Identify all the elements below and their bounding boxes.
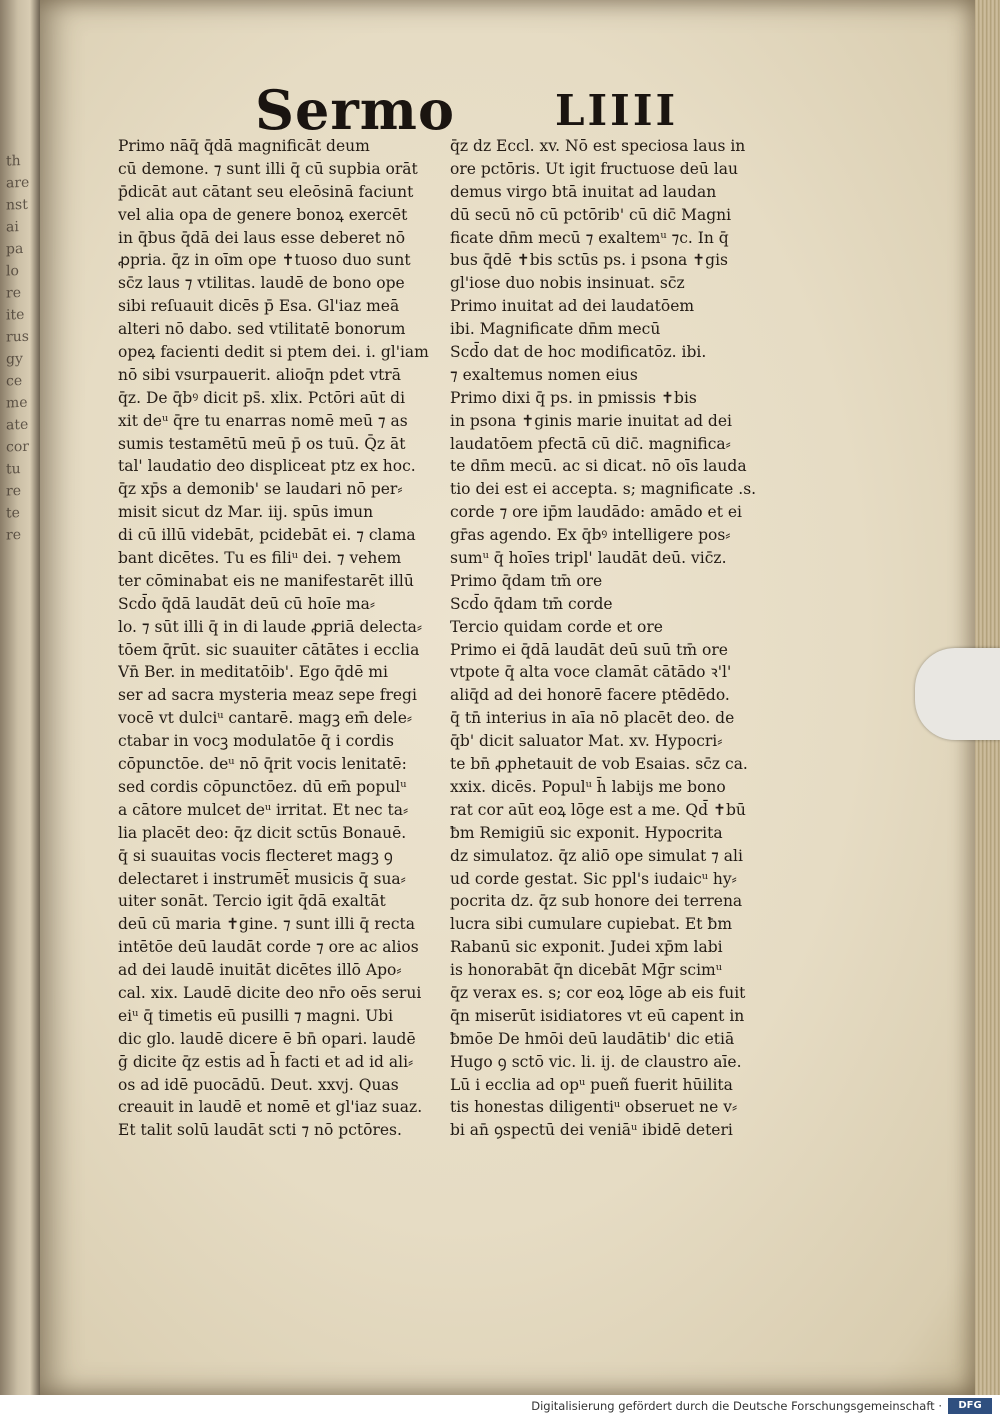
left-column-line: creauit in laudē et nomē et gl'iaz suaz. bbox=[118, 1098, 423, 1117]
left-column-line: Vn̄ Ber. in meditatōib'. Ego q̄dē mi bbox=[118, 663, 388, 682]
right-column-line: ficate dn̄m mecū ⁊ exaltemᵘ ⁊c. In q̄ bbox=[450, 228, 729, 247]
right-column-line: tio dei est ei accepta. s; magnificate .s. bbox=[450, 480, 757, 499]
right-column-line: Scd̄o dat de hoc modificatōz. ibi. bbox=[450, 343, 707, 362]
left-column-line: uiter sonāt. Tercio igit q̄dā exaltāt bbox=[118, 892, 386, 911]
left-column-line: p̄dicāt aut cātant seu eleōsinā faciunt bbox=[118, 182, 414, 201]
right-column-line: ƀmōe De hmōi deū laudātib' dic etiā bbox=[450, 1029, 735, 1048]
right-column-line: Hugo ꝯ sctō vic. li. ij. de claustro aīe. bbox=[450, 1052, 742, 1071]
right-column-line: laudatōem pfectā cū dic̄. magnifica⸗ bbox=[450, 434, 731, 453]
left-column-line: lia placēt deo: q̄z dicit sctūs Bonauē. bbox=[118, 823, 407, 842]
left-column-line: cū demone. ⁊ sunt illi q̄ cū supbia orāt bbox=[118, 159, 418, 178]
right-column-line: Primo q̄dam tm̄ ore bbox=[450, 571, 603, 590]
right-column-line: bi an̄ ꝯspectū dei veniāᵘ ibidē deteri bbox=[450, 1121, 733, 1140]
right-page bbox=[40, 0, 975, 1395]
left-page-edge bbox=[0, 0, 40, 1395]
left-column-line: lo. ⁊ sūt illi q̄ in di laude ꝓpriā delecta⸗ bbox=[118, 617, 423, 636]
right-column-line: rat cor aūt eoꝝ lōge est a me. Qd̄ ✝bū bbox=[450, 800, 746, 819]
right-column-line: demus virgo btā inuitat ad laudan bbox=[450, 182, 717, 201]
folio-number: LIIII bbox=[555, 86, 679, 135]
right-column-line: ƀm Remigiū sic exponit. Hypocrita bbox=[450, 823, 723, 842]
left-column-line: cōpunctōe. deᵘ nō q̄rit vocis lenitatē: bbox=[118, 755, 407, 774]
right-column-line: gr̄as agendo. Ex q̄bꝰ intelligere pos⸗ bbox=[450, 526, 731, 545]
right-column-line: Rabanū sic exponit. Judei xp̄m labi bbox=[450, 938, 723, 957]
footer-bar bbox=[0, 1395, 1000, 1419]
left-column-line: nō sibi vsurpauerit. alioq̄n pdet vtrā bbox=[118, 365, 401, 384]
right-column-line: bus q̄dē ✝bis sctūs ps. i psona ✝gis bbox=[450, 251, 729, 270]
left-column-line: in q̄bus q̄dā dei laus esse deberet nō bbox=[118, 228, 406, 247]
left-column-line: alteri nō dabo. sed vtilitatē bonorum bbox=[118, 320, 406, 339]
left-column-line: vocē vt dulciᵘ cantarē. magꝫ em̄ dele⸗ bbox=[118, 709, 413, 728]
left-column-line: ser ad sacra mysteria meaz sepe fregi bbox=[118, 686, 417, 705]
left-column-line: Et talit solū laudāt scti ⁊ nō pctōres. bbox=[118, 1121, 402, 1140]
right-column-line: in psona ✝ginis marie inuitat ad dei bbox=[450, 411, 732, 430]
left-column-line: cal. xix. Laudē dicite deo nr̄o oēs serui bbox=[118, 983, 422, 1002]
text-column-left bbox=[118, 135, 448, 1142]
right-column-line: tis honestas diligentiᵘ obseruet ne v⸗ bbox=[450, 1098, 738, 1117]
left-column-line: sc̄z laus ⁊ vtilitas. laudē de bono ope bbox=[118, 274, 405, 293]
right-column-line: ore pctōris. Ut igit fructuose deū lau bbox=[450, 159, 738, 178]
right-column-line: Primo inuitat ad dei laudatōem bbox=[450, 297, 695, 316]
right-column-line: q̄z verax es. s; cor eoꝝ lōge ab eis fuit bbox=[450, 983, 746, 1002]
dfg-logo-icon: DFG bbox=[948, 1398, 992, 1414]
right-column-line: is honorabāt q̄n dicebāt Mḡr scimᵘ bbox=[450, 961, 722, 980]
left-column-line: Primo nāq̄ q̄dā magnificāt deum bbox=[118, 137, 370, 155]
right-column-line: sumᵘ q̄ hoīes tripl' laudāt deū. vic̄z. bbox=[450, 549, 727, 568]
right-column-line: q̄n miserūt isidiatores vt eū capent in bbox=[450, 1006, 745, 1025]
left-column-line: tōem q̄rūt. sic suauiter cātātes i ecclia bbox=[118, 640, 420, 659]
left-column-line: intētōe deū laudāt corde ⁊ ore ac alios bbox=[118, 938, 419, 957]
left-column-line: ctabar in vocꝫ modulatōe q̄̄ i cordis bbox=[118, 732, 394, 751]
right-column-line: aliq̄d ad dei honorē facere ptēdēdo. bbox=[450, 686, 730, 705]
left-column-line: bant dicētes. Tu es filiᵘ dei. ⁊ vehem bbox=[118, 549, 402, 568]
right-column-line: xxix. dicēs. Populᵘ h̄ labijs me bono bbox=[450, 777, 726, 796]
left-column-line: Scd̄o q̄dā laudāt deū cū hoīe ma⸗ bbox=[118, 594, 376, 613]
right-column-line: Tercio quidam corde et ore bbox=[450, 617, 663, 636]
left-column-line: opeꝝ facienti dedit si ptem dei. i. gl'iam bbox=[118, 343, 429, 362]
right-column-line: te bn̄ ꝓphetauit de vob Esaias. sc̄z ca. bbox=[450, 755, 748, 774]
left-column-line: delectaret i instrumēt̄ musicis q̄ sua⸗ bbox=[118, 869, 406, 888]
left-column-line: deū cū maria ✝gine. ⁊ sunt illi q̄ recta bbox=[118, 915, 415, 934]
left-column-line: ter cōminabat eis ne manifestarēt illū bbox=[118, 571, 414, 590]
right-column-line: Scd̄o q̄dam tm̄ corde bbox=[450, 594, 613, 613]
left-column-line: a cātore mulcet deᵘ irritat. Et nec ta⸗ bbox=[118, 800, 409, 819]
right-column-line: ud corde gestat. Sic ppl's iudaicᵘ hy⸗ bbox=[450, 869, 737, 888]
left-column-line: sed cordis cōpunctōez. dū em̄ populᵘ bbox=[118, 777, 407, 796]
right-column-line: q̄ tn̄ interius in aīa nō placēt deo. de bbox=[450, 709, 735, 728]
right-column-line: Primo ei q̄dā laudāt deū suū tm̄ ore bbox=[450, 640, 728, 659]
left-column-line: di cū illū videbāt, pcidebāt ei. ⁊ clama bbox=[118, 526, 416, 545]
left-column-line: q̄ si suauitas vocis flecteret magꝫ ꝯ bbox=[118, 846, 393, 865]
right-column-line: dū secū nō cū pctōrib' cū dic̄ Magni bbox=[450, 205, 732, 224]
running-title: Sermo bbox=[255, 78, 455, 142]
right-column-line: dz simulatoz. q̄z aliō ope simulat ⁊ ali bbox=[450, 846, 743, 865]
bookmark-tab bbox=[915, 648, 1000, 740]
right-column-line: Primo dixi q̄ ps. in pmissis ✝bis bbox=[450, 388, 697, 407]
left-column-line: ad dei laudē inuitāt dicētes illō Apo⸗ bbox=[118, 961, 402, 980]
left-column-line: misit sicut dz Mar. iij. spūs imun bbox=[118, 503, 374, 522]
left-column-line: tal' laudatio deo displiceat ptz ex hoc. bbox=[118, 457, 416, 476]
left-column-line: ꝓpria. q̄z in oīm ope ✝tuoso duo sunt bbox=[118, 251, 411, 270]
text-column-right bbox=[450, 135, 795, 1142]
left-column-line: sumis testamētū meū p̄ os tuū. Q̄z āt bbox=[118, 434, 406, 453]
right-column-line: te dn̄m mecū. ac si dicat. nō oīs lauda bbox=[450, 457, 747, 476]
left-column-line: q̄z xp̄s a demonib' se laudari nō per⸗ bbox=[118, 480, 403, 499]
right-column-line: vtpote q̄ alta voce clamāt cātādo ꝛ'l' bbox=[450, 663, 732, 682]
left-page-text-fragments: th are nst ai pa lo re ite rus gy ce me ate cor tu re te re bbox=[6, 153, 30, 544]
right-column-line: pocrita dz. q̄z sub honore dei terrena bbox=[450, 892, 743, 911]
left-column-line: vel alia opa de genere bonoꝝ exercēt bbox=[118, 205, 408, 224]
right-column-line: ⁊ exaltemus nomen eius bbox=[450, 365, 638, 384]
left-column-line: os ad idē puocādū. Deut. xxvj. Quas bbox=[118, 1075, 399, 1094]
right-column-line: Lū i ecclia ad opᵘ pueñ fuerit hūilita bbox=[450, 1075, 733, 1094]
right-column-line: lucra sibi cumulare cupiebat. Et ƀm bbox=[450, 915, 733, 934]
left-column-line: ḡ dicite q̄z estis ad h̄ facti et ad id ali⸗ bbox=[118, 1052, 414, 1071]
right-column-line: q̄b' dicit saluator Mat. xv. Hypocri⸗ bbox=[450, 732, 723, 751]
left-column-line: dic glo. laudē dicere ē bn̄ opari. laudē bbox=[118, 1029, 416, 1048]
left-column-line: q̄z. De q̄bꝰ dicit ps̄. xlix. Pctōri aūt di bbox=[118, 388, 406, 407]
left-column-line: eiᵘ q̄ timetis eū pusilli ⁊ magni. Ubi bbox=[118, 1006, 394, 1025]
left-column-line: xit deᵘ q̄re tu enarras nomē meū ⁊ as bbox=[118, 411, 408, 430]
left-column-line: sibi reſuauit dicēs p̄ Esa. Gl'iaz meā bbox=[118, 297, 400, 316]
right-column-line: gl'iose duo nobis insinuat. sc̄z bbox=[450, 274, 685, 293]
right-column-line: q̄z dz Eccl. xv. Nō est speciosa laus in bbox=[450, 137, 746, 155]
right-column-line: ibi. Magnificate dn̄m mecū bbox=[450, 320, 661, 339]
funding-notice: Digitalisierung gefördert durch die Deutsche Forschungsgemeinschaft · bbox=[531, 1399, 942, 1413]
right-column-line: corde ⁊ ore ip̄m laudādo: amādo et ei bbox=[450, 503, 742, 522]
